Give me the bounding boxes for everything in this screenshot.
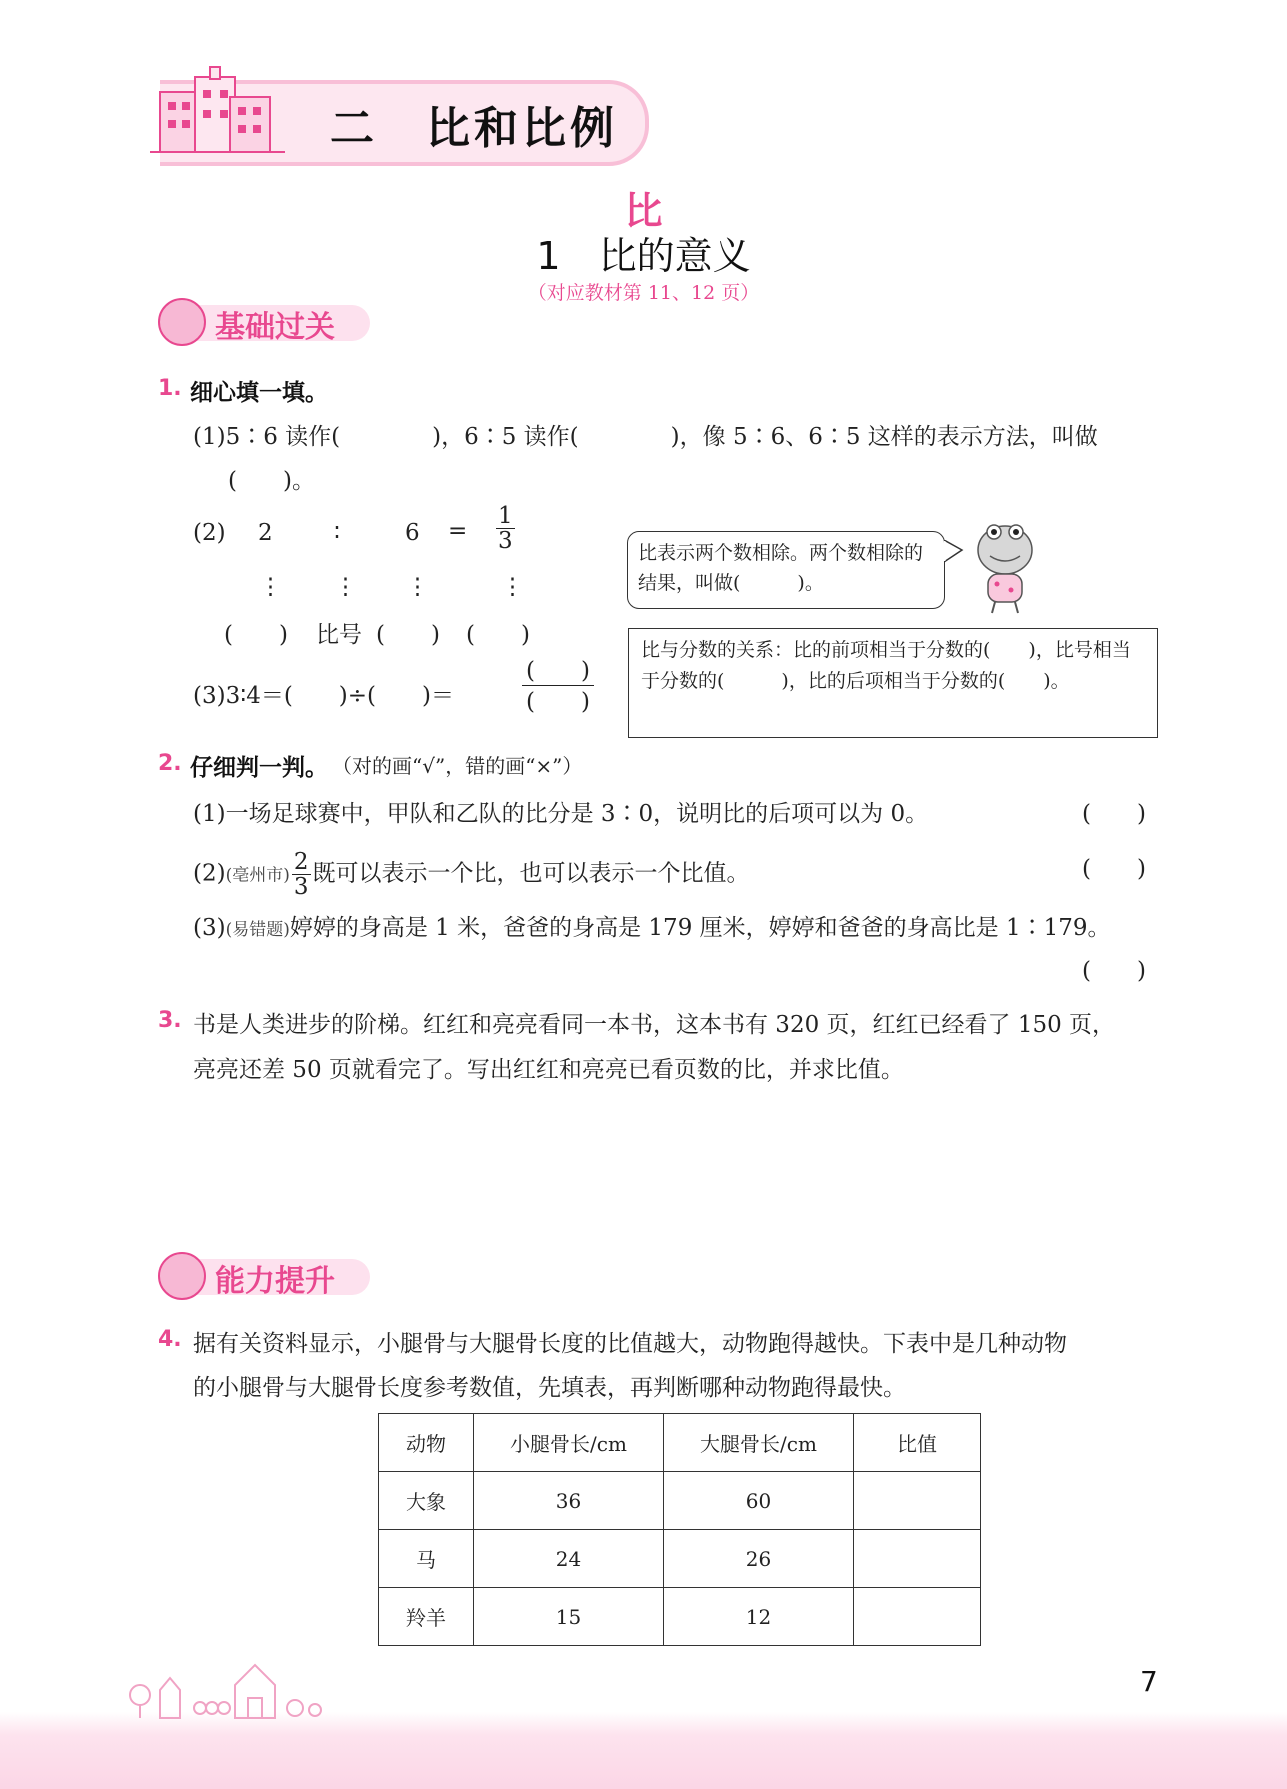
animal-cell: 羚羊: [379, 1588, 474, 1646]
q2-statement-2: [193, 850, 750, 899]
statement-text: 婷婷的身高是 1 米，爸爸的身高是 179 厘米，婷婷和爸爸的身高比是 1∶179。: [289, 915, 1111, 941]
value-cell: 26: [664, 1530, 854, 1588]
q1-part3: (3)3∶4＝( )÷( )＝: [193, 683, 454, 709]
value-cell: 60: [664, 1472, 854, 1530]
q3-number: 3.: [158, 1008, 182, 1033]
q1-dots: ⋮: [406, 574, 429, 600]
q1-part2-label: (2): [193, 520, 226, 546]
fraction-denominator: 3: [498, 528, 513, 555]
fraction-denominator-blank[interactable]: ( ): [526, 689, 590, 716]
grandpa-face-icon: [158, 1252, 206, 1300]
answer-blank[interactable]: ( ): [376, 622, 440, 648]
speech-bubble: 比表示两个数相除。两个数相除的结果，叫做( )。: [627, 531, 945, 609]
q2-statement-3: [193, 909, 1110, 942]
q1-part3-fraction: [522, 657, 594, 714]
basics-badge: 基础过关: [215, 310, 335, 345]
q1-part2-term-b: 6: [405, 520, 420, 546]
q1-part2-fraction: [496, 504, 515, 553]
globe-icon: [158, 298, 206, 346]
q1-part2-equals: =: [448, 518, 468, 544]
statement-prefix: (2): [193, 860, 226, 887]
q1-part2-term-a: 2: [258, 520, 273, 546]
advanced-badge: 能力提升: [215, 1264, 335, 1299]
judge-blank[interactable]: ( ): [1082, 856, 1146, 882]
value-cell: 24: [474, 1530, 664, 1588]
q4-number: 4.: [158, 1327, 182, 1352]
table-header-cell: 动物: [379, 1414, 474, 1472]
error-prone-tag: (易错题): [225, 920, 290, 940]
frog-mascot-icon: [970, 520, 1040, 615]
table-header-cell: 小腿骨长/cm: [474, 1414, 664, 1472]
fraction-relation-box: 比与分数的关系：比的前项相当于分数的( )，比号相当于分数的( )，比的后项相当于分数的( )。: [628, 628, 1158, 738]
lesson-title: 1 比的意义: [536, 234, 751, 278]
ratio-answer-cell[interactable]: [854, 1530, 981, 1588]
table-header-cell: 比值: [854, 1414, 981, 1472]
section-title: 比: [624, 189, 663, 233]
footer-strip: [0, 1712, 1287, 1789]
table-row: [379, 1472, 981, 1530]
judge-blank[interactable]: ( ): [1082, 801, 1146, 827]
q4-line-1: 据有关资料显示，小腿骨与大腿骨长度的比值越大，动物跑得越快。下表中是几种动物: [193, 1331, 1067, 1357]
q3-line-2: 亮亮还差 50 页就看完了。写出红红和亮亮已看页数的比，并求比值。: [193, 1057, 904, 1083]
judge-blank[interactable]: ( ): [1082, 958, 1146, 984]
bubble-tail: [944, 540, 964, 570]
q2-statement-1: (1)一场足球赛中，甲队和乙队的比分是 3∶0，说明比的后项可以为 0。: [193, 801, 929, 827]
fraction-numerator: 2: [293, 849, 309, 875]
q3-line-1: 书是人类进步的阶梯。红红和亮亮看同一本书，这本书有 320 页，红红已经看了 150 页，: [193, 1012, 1116, 1038]
animal-cell: 马: [379, 1530, 474, 1588]
value-cell: 15: [474, 1588, 664, 1646]
value-cell: 12: [664, 1588, 854, 1646]
building-icon: [150, 62, 300, 162]
table-header-row: [379, 1414, 981, 1472]
q2-number: 2.: [158, 751, 182, 776]
bihao-label: 比号: [316, 622, 362, 648]
fraction-denominator: 3: [293, 874, 309, 901]
statement-prefix: (3): [193, 915, 226, 941]
q1-dots: ⋮: [334, 574, 357, 600]
table-row: [379, 1588, 981, 1646]
q1-part2-colon: ∶: [334, 520, 340, 546]
q1-part1-line1: (1)5∶6 读作( )，6∶5 读作( )，像 5∶6、6∶5 这样的表示方法，叫做: [193, 424, 1098, 450]
q1-dots: ⋮: [259, 574, 282, 600]
q1-part1-line2: ( )。: [228, 468, 315, 494]
q1-number: 1.: [158, 376, 182, 401]
q1-title: 细心填一填。: [190, 380, 328, 406]
fraction-numerator: 1: [498, 503, 513, 529]
animal-cell: 大象: [379, 1472, 474, 1530]
fraction-numerator-blank[interactable]: ( ): [522, 657, 594, 686]
q1-dots: ⋮: [501, 574, 524, 600]
answer-blank[interactable]: ( ): [224, 622, 288, 648]
ratio-answer-cell[interactable]: [854, 1588, 981, 1646]
table-row: [379, 1530, 981, 1588]
statement-text: 既可以表示一个比，也可以表示一个比值。: [312, 860, 750, 887]
table-header-cell: 大腿骨长/cm: [664, 1414, 854, 1472]
town-decoration-icon: [120, 1650, 340, 1720]
ratio-answer-cell[interactable]: [854, 1472, 981, 1530]
chapter-title: 二 比和比例: [330, 103, 618, 154]
animal-bone-table: [378, 1413, 981, 1646]
answer-blank[interactable]: ( ): [466, 622, 530, 648]
q2-title: 仔细判一判。: [190, 755, 328, 781]
page-number: 7: [1140, 1665, 1158, 1698]
source-tag: (亳州市): [225, 865, 290, 886]
textbook-reference: （对应教材第 11、12 页）: [527, 282, 760, 304]
value-cell: 36: [474, 1472, 664, 1530]
q4-line-2: 的小腿骨与大腿骨长度参考数值，先填表，再判断哪种动物跑得最快。: [193, 1375, 906, 1401]
q2-hint: （对的画“√”，错的画“×”）: [332, 754, 583, 778]
